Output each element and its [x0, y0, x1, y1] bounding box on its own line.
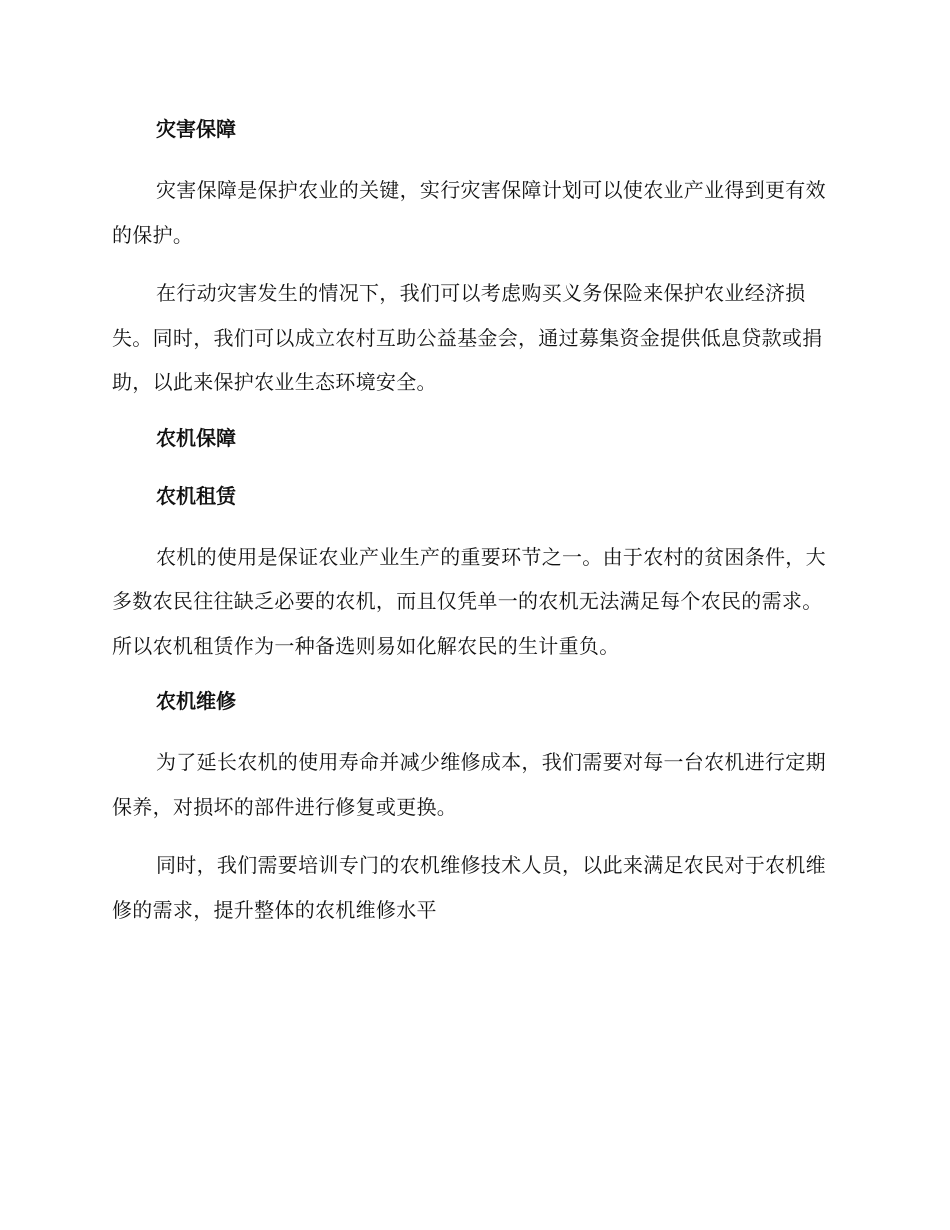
section-heading-leasing: 农机租赁 — [156, 483, 236, 508]
section-heading-disaster: 灾害保障 — [156, 117, 236, 141]
section-heading-machinery: 农机保障 — [156, 425, 236, 450]
paragraph-repair-1: 为了延长农机的使用寿命并减少维修成本，我们需要对每一台农机进行定期保养，对损坏的部件进行修复或更换。 — [112, 750, 826, 819]
section-heading-repair: 农机维修 — [156, 689, 236, 713]
paragraph-leasing-1: 农机的使用是保证农业产业生产的重要环节之一。由于农村的贫困条件，大多数农民往往缺乏必要的农机，而且仅凭单一的农机无法满足每个农民的需求。所以农机租赁作为一种备选则易如化解农民的生计重负。 — [112, 544, 826, 658]
paragraph-repair-2: 同时，我们需要培训专门的农机维修技术人员，以此来满足农民对于农机维修的需求，提升整体的农机维修水平 — [112, 853, 826, 922]
document-page — [112, 110, 832, 946]
paragraph-disaster-1: 灾害保障是保护农业的关键，实行灾害保障计划可以使农业产业得到更有效的保护。 — [112, 178, 826, 247]
paragraph-disaster-2: 在行动灾害发生的情况下，我们可以考虑购买义务保险来保护农业经济损失。同时，我们可以成立农村互助公益基金会，通过募集资金提供低息贷款或捐助，以此来保护农业生态环境安全。 — [112, 281, 823, 394]
